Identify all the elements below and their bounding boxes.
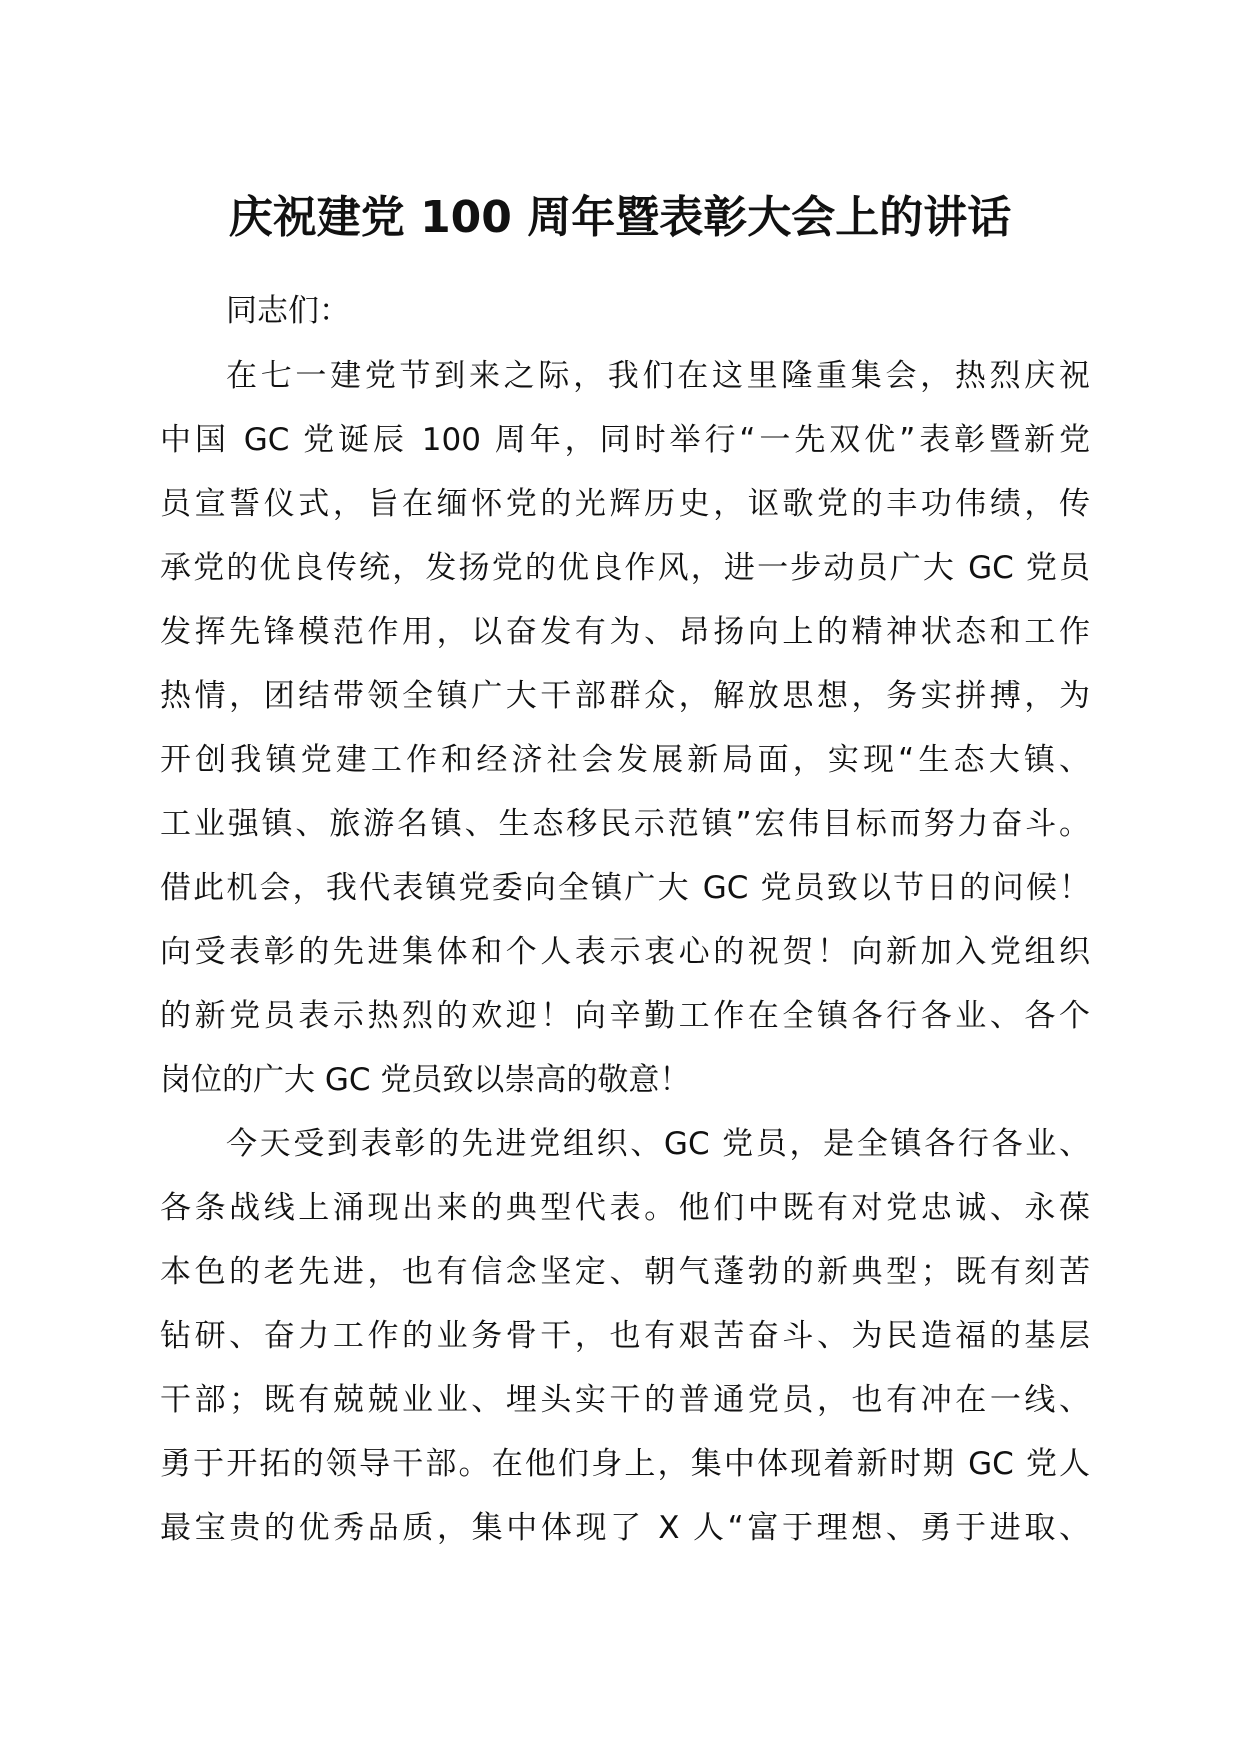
paragraph-line: 承党的优良传统，发扬党的优良作风，进一步动员广大 GC 党员 — [160, 550, 1090, 586]
paragraph-line: 向受表彰的先进集体和个人表示衷心的祝贺！向新加入党组织 — [160, 934, 1090, 970]
salutation: 同志们： — [226, 293, 350, 329]
paragraph-line: 今天受到表彰的先进党组织、GC 党员，是全镇各行各业、 — [226, 1126, 1090, 1162]
document-title: 庆祝建党 100 周年暨表彰大会上的讲话 — [228, 192, 1012, 243]
paragraph-line: 各条战线上涌现出来的典型代表。他们中既有对党忠诚、永葆 — [160, 1190, 1090, 1226]
paragraph-line: 本色的老先进，也有信念坚定、朝气蓬勃的新典型；既有刻苦 — [160, 1254, 1090, 1290]
paragraph-line: 借此机会，我代表镇党委向全镇广大 GC 党员致以节日的问候！ — [160, 870, 1090, 906]
paragraph-line: 在七一建党节到来之际，我们在这里隆重集会，热烈庆祝 — [226, 358, 1090, 394]
paragraph-line: 员宣誓仪式，旨在缅怀党的光辉历史，讴歌党的丰功伟绩，传 — [160, 486, 1090, 522]
paragraph-line: 最宝贵的优秀品质，集中体现了 X 人“富于理想、勇于进取、 — [160, 1510, 1090, 1546]
paragraph-line: 中国 GC 党诞辰 100 周年，同时举行“一先双优”表彰暨新党 — [160, 422, 1090, 458]
paragraph-line: 钻研、奋力工作的业务骨干，也有艰苦奋斗、为民造福的基层 — [160, 1318, 1090, 1354]
paragraph-line: 热情，团结带领全镇广大干部群众，解放思想，务实拼搏，为 — [160, 678, 1090, 714]
paragraph-line: 发挥先锋模范作用，以奋发有为、昂扬向上的精神状态和工作 — [160, 614, 1090, 650]
paragraph-line: 工业强镇、旅游名镇、生态移民示范镇”宏伟目标而努力奋斗。 — [160, 806, 1090, 842]
paragraph-line: 开创我镇党建工作和经济社会发展新局面，实现“生态大镇、 — [160, 742, 1090, 778]
paragraph-line: 干部；既有兢兢业业、埋头实干的普通党员，也有冲在一线、 — [160, 1382, 1090, 1418]
paragraph-line: 的新党员表示热烈的欢迎！向辛勤工作在全镇各行各业、各个 — [160, 998, 1090, 1034]
paragraph-line: 勇于开拓的领导干部。在他们身上，集中体现着新时期 GC 党人 — [160, 1446, 1090, 1482]
paragraph-line: 岗位的广大 GC 党员致以崇高的敬意！ — [160, 1062, 691, 1098]
